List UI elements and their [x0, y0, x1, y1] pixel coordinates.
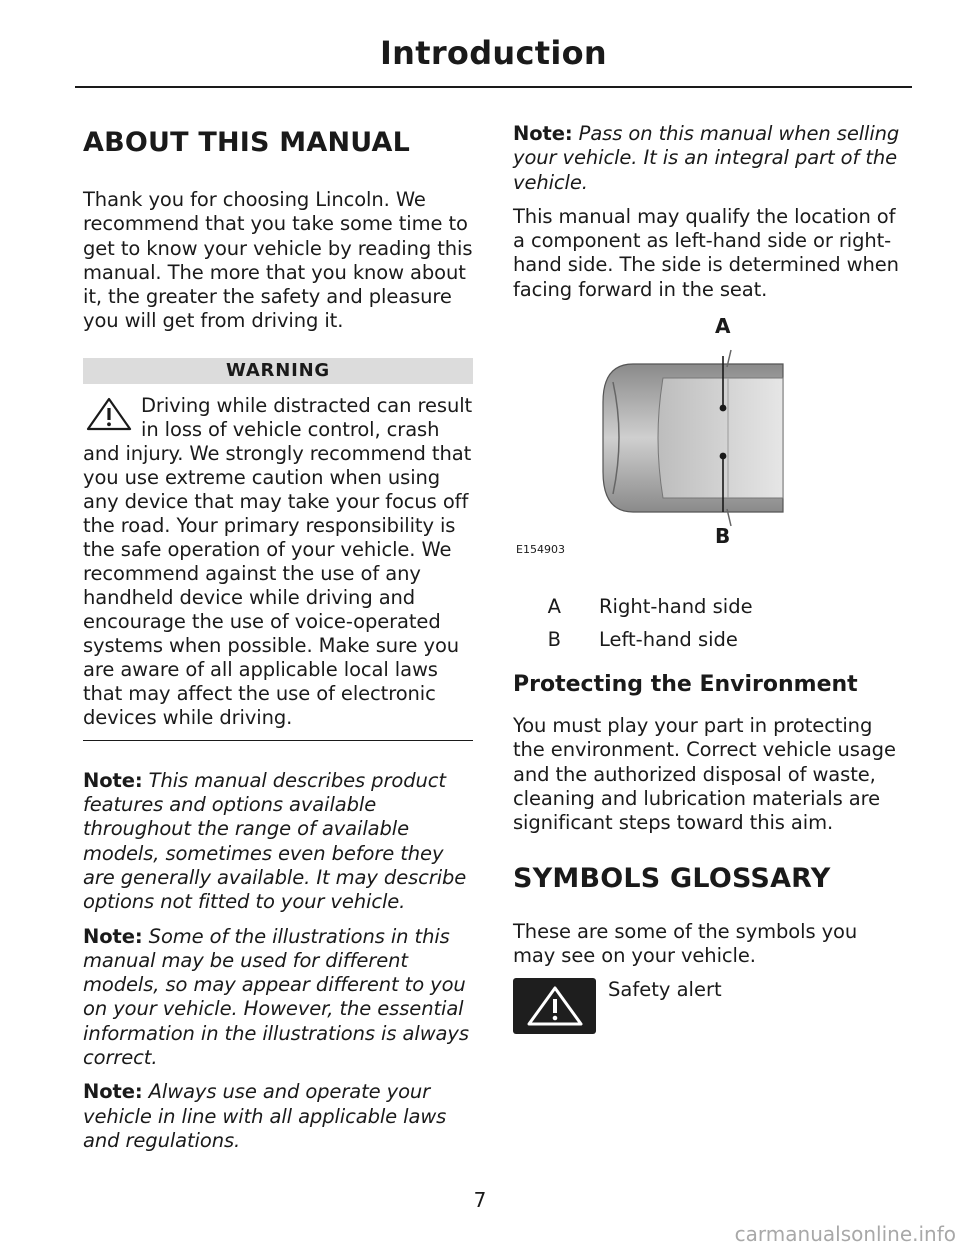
figure-label-a: A — [715, 314, 731, 339]
note-text: Some of the illustrations in this manual may be used for different models, so may appear different to you on your vehicle. However, the essential information in the illustrations is always correct. — [83, 924, 469, 1070]
warning-triangle-icon — [83, 396, 135, 432]
vehicle-sides-figure — [513, 314, 903, 582]
sides-paragraph: This manual may qualify the location of a component as left-hand side or right-hand side. The side is determined when facing forward in the seat. — [513, 204, 899, 301]
symbols-glossary-heading: SYMBOLS GLOSSARY — [513, 862, 831, 894]
page-header — [75, 28, 912, 88]
figure-label-b: B — [715, 524, 731, 549]
figure-legend — [513, 590, 903, 656]
left-column — [83, 120, 473, 1163]
symbol-label: Safety alert — [608, 978, 722, 1002]
right-column — [513, 122, 903, 1034]
page-number: 7 — [473, 1188, 487, 1212]
note-text: Always use and operate your vehicle in line with all applicable laws and regulations. — [83, 1080, 447, 1152]
note-laws — [83, 1080, 473, 1153]
legend-key: A — [547, 595, 561, 619]
warning-text: Driving while distracted can result in loss of vehicle control, crash and injury. We strongly recommend that you use extreme caution when using any device that may take your focus off the road. Your primary responsibility is the safe operation of your vehicle. We recommend against the use of any handheld device while driving and encourage the use of voice-operated systems when possible. Make sure you are aware of all applicable local laws that may affect the use of electronic devices while driving. — [83, 393, 473, 729]
car-top-view-illustration — [513, 322, 903, 582]
legend-value: Right-hand side — [599, 595, 753, 619]
note-text: This manual describes product features and options available throughout the range of available models, sometimes even before they are generally available. It may describe options not fitted to your vehicle. — [83, 768, 467, 914]
figure-id: E154903 — [516, 543, 565, 557]
legend-value: Left-hand side — [599, 628, 738, 652]
environment-heading: Protecting the Environment — [513, 672, 858, 698]
about-manual-heading: ABOUT THIS MANUAL — [83, 127, 411, 158]
note-pass-on — [513, 122, 903, 195]
warning-box — [83, 358, 473, 741]
note-label: Note: — [83, 1080, 143, 1104]
symbols-intro: These are some of the symbols you may see on your vehicle. — [513, 919, 858, 967]
warning-label: WARNING — [83, 358, 473, 384]
note-label: Note: — [513, 122, 573, 145]
symbol-entry — [513, 978, 903, 1034]
watermark: carmanualsonline.info — [734, 1222, 956, 1246]
note-product-features — [83, 769, 473, 915]
note-text: Pass on this manual when selling your vehicle. It is an integral part of the vehicle. — [513, 122, 900, 194]
note-illustrations — [83, 925, 473, 1071]
intro-paragraph: Thank you for choosing Lincoln. We recommend that you take some time to get to know your vehicle by reading this manual. The more that you know about it, the greater the safety and pleasure you will get from driving it. — [83, 188, 473, 333]
legend-row — [513, 623, 903, 656]
page-title: Introduction — [379, 34, 608, 72]
warning-triangle-icon — [525, 984, 585, 1028]
legend-row — [513, 590, 903, 623]
legend-key: B — [547, 628, 561, 652]
environment-paragraph: You must play your part in protecting the environment. Correct vehicle usage and the authorized disposal of waste, cleaning and lubrication materials are significant steps toward this aim. — [513, 714, 896, 835]
safety-alert-symbol — [513, 978, 596, 1034]
note-label: Note: — [83, 768, 143, 792]
note-label: Note: — [83, 924, 143, 948]
